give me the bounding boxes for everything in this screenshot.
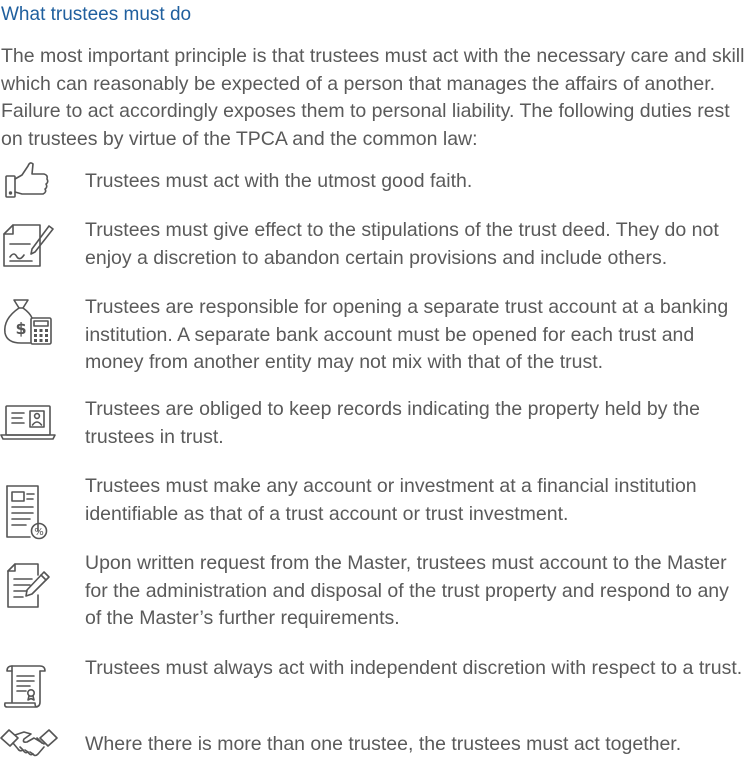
money-bag-calculator-icon — [0, 297, 58, 345]
document-pencil-icon — [0, 561, 58, 609]
heading: What trustees must do — [1, 4, 192, 25]
svg-text:%: % — [34, 527, 44, 538]
duty-text: Trustees must act with the utmost good faith. — [85, 170, 473, 192]
thumbs-up-icon — [0, 158, 58, 206]
document-percent-icon — [0, 485, 58, 541]
duty-text: Where there is more than one trustee, the trustees must act together. — [85, 733, 682, 755]
document-signature-icon — [0, 220, 58, 268]
duty-text: Upon written request from the Master, trustees must account to the Master for the administration and disposal of the trust property and respond to any of the Master’s further requirements. — [85, 552, 729, 629]
duty-text: Trustees must give effect to the stipulations of the trust deed. They do not enjoy a discretion to abandon certain provisions and include others. — [85, 219, 719, 269]
intro-paragraph: The most important principle is that trustees must act with the necessary care and skill which can reasonably be expected of a person that manages the affairs of another. Failure to act accordingly exposes them to personal liability. The following duties rest on trustees by virtue of the TPCA and the common law: — [1, 45, 745, 150]
certificate-scroll-icon — [0, 662, 58, 710]
svg-text:$: $ — [15, 319, 27, 338]
laptop-records-icon — [0, 398, 58, 446]
duty-text: Trustees must make any account or investment at a financial institution identifiable as that of a trust account or trust investment. — [85, 475, 697, 525]
duty-text: Trustees are obliged to keep records indicating the property held by the trustees in trust. — [85, 398, 700, 448]
duty-text: Trustees are responsible for opening a separate trust account at a banking institution. A separate bank account must be opened for each trust and money from another entity may not mix with that of the trust. — [85, 296, 729, 373]
duty-text: Trustees must always act with independent discretion with respect to a trust. — [85, 657, 743, 679]
